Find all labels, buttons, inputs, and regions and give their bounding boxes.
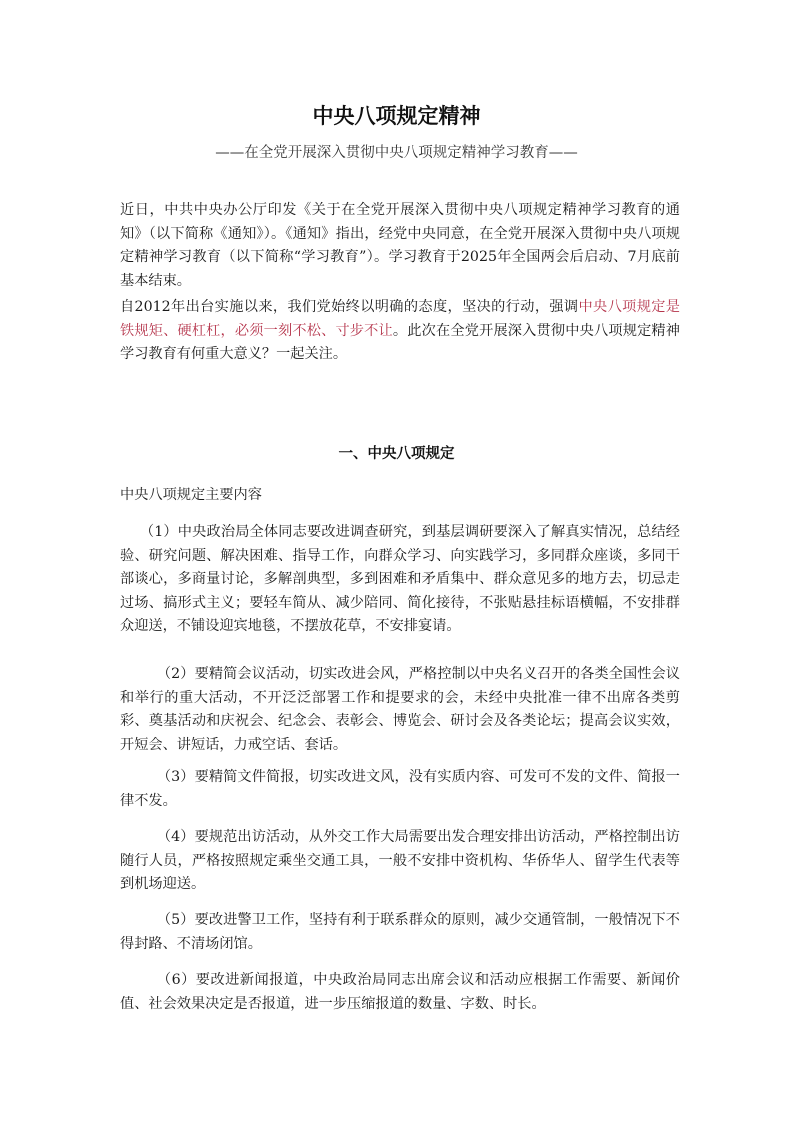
section-subtitle: 中央八项规定主要内容 (120, 487, 262, 503)
rule-paragraph-2: （2）要精简会议活动，切实改进会风，严格控制以中央名义召开的各类全国性会议和举行的重大活动，不开泛泛部署工作和提要求的会，未经中央批准一律不出席各类剪彩、奠基活动和庆祝会、纪念会、表彰会、博览会、研讨会及各类论坛；提高会议实效，开短会、讲短话，力戒空话、套话。 (120, 666, 680, 753)
section-heading: 一、中央八项规定 (338, 446, 455, 462)
rule-paragraph-6: （6）要改进新闻报道，中央政治局同志出席会议和活动应根据工作需要、新闻价值、社会效果决定是否报道，进一步压缩报道的数量、字数、时长。 (120, 972, 680, 1012)
rule-paragraph-1: （1）中央政治局全体同志要改进调查研究，到基层调研要深入了解真实情况，总结经验、研究问题、解决困难、指导工作，向群众学习、向实践学习，多同群众座谈，多同干部谈心，多商量讨论，多解剖典型，多到困难和矛盾集中、群众意见多的地方去，切忌走过场、搞形式主义；要轻车简从、减少陪同、简化接待，不张贴悬挂标语横幅，不安排群众迎送，不铺设迎宾地毯，不摆放花草，不安排宴请。 (120, 524, 680, 634)
rule-paragraph-5: （5）要改进警卫工作，坚持有利于联系群众的原则，减少交通管制，一般情况下不得封路、不清场闭馆。 (120, 912, 680, 952)
intro-paragraph: 近日，中共中央办公厅印发《关于在全党开展深入贯彻中央八项规定精神学习教育的通知》（以下简称《通知》）。《通知》指出，经党中央同意，在全党开展深入贯彻中央八项规定精神学习教育（以下简称“学习教育”）。学习教育于2025年全国两会后启动、7月底前基本结束。 (120, 202, 680, 289)
significance-text-before: 自2012年出台实施以来，我们党始终以明确的态度，坚决的行动，强调 (120, 299, 579, 315)
rule-paragraph-4: （4）要规范出访活动，从外交工作大局需要出发合理安排出访活动，严格控制出访随行人员，严格按照规定乘坐交通工具，一般不安排中资机构、华侨华人、留学生代表等到机场迎送。 (120, 829, 680, 892)
rule-paragraph-3: （3）要精简文件简报，切实改进文风，没有实质内容、可发可不发的文件、简报一律不发。 (120, 769, 680, 809)
significance-text-after: 。此次在全党开展深入贯彻中央八项规定精神学习教育有何重大意义？一起关注。 (120, 322, 680, 362)
significance-paragraph (120, 296, 680, 367)
document-subtitle: ——在全党开展深入贯彻中央八项规定精神学习教育—— (215, 145, 578, 161)
document-title: 中央八项规定精神 (312, 104, 481, 128)
highlighted-quote: 中央八项规定是铁规矩、硬杠杠，必须一刻不松、寸步不让 (120, 299, 680, 339)
